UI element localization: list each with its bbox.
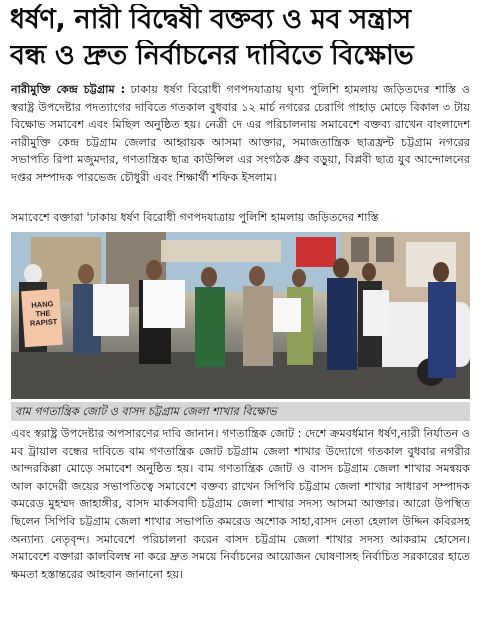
third-paragraph: এবং স্বরাষ্ট্র উপদেষ্টার অপসারণের দাবি জানান। গণতান্ত্রিক জোট : দেশে ক্রমবর্ধমান ধর্ষণ,নারী নির্যাতন ও মব ট্রায়াল বন্ধের দাবিতে বাম গণতান্ত্রিক জোট চট্টগ্রাম জেলা শাখার উদ্যোগে গতকাল বুধবার নগরীর আন্দরকিল্লা মোড়ে সমাবেশ অনুষ্ঠিত হয়। বাম গণতান্ত্রিক জোট ও বাসদ চট্টগ্রাম জেলা শাখার সমন্বয়ক আল কাদেরী জয়ের সভাপতিত্বে সমাবেশে বক্তব্য রাখেন সিপিবি চট্টগ্রাম জেলা শাখার সাধারণ সম্পাদক কমরেড মুহম্মদ জাহাঙ্গীর, বাসদ মার্কসবাদী চট্টগ্রাম জেলা শাখার সদস্য আসমা আক্তার। আরো উপস্থিত ছিলেন সিপিবি চট্টগ্রাম জেলা শাখার সভাপতি কমরেড অশোক সাহা,বাসদ নেতা হেলাল উদ্দিন কবিরসহ অন্যান্য নেতৃবৃন্দ। সমাবেশে পরিচালনা করেন বাসদ চট্টগ্রাম জেলা শাখার সদস্য আকরাম হোসেন। সমাবেশে বক্তারা কালবিলম্ব না করে দ্রুত সময়ে নির্বাচনের আয়োজন ঘোষণাসহ নির্বাচিত সরকারের হাতে ক্ষমতা হস্তান্তরের আহবান জানানো হয়।: [11, 427, 470, 581]
dateline: নারীমুক্তি কেন্দ্র চট্টগ্রাম :: [11, 83, 126, 96]
second-paragraph: সমাবেশে বক্তারা 'ঢাকায় ধর্ষণ বিরোধী গণপদযাত্রায় পুলিশি হামলায় জড়িতদের শাস্তি: [11, 211, 379, 224]
headline-line-2: বন্ধ ও দ্রুত নির্বাচনের দাবিতে বিক্ষোভ: [10, 40, 414, 71]
headline-line-1: ধর্ষণ, নারী বিদ্বেষী বক্তব্য ও মব সন্ত্রাস: [10, 4, 411, 35]
placard-hang-the-rapist: HANG THE RAPIST: [29, 299, 58, 328]
protest-photo-illustration: [11, 232, 470, 399]
intro-paragraph: [11, 81, 470, 205]
protest-photo: [11, 232, 470, 399]
photo-caption: বাম গণতান্ত্রিক জোট ও বাসদ চট্টগ্রাম জেলা শাখার বিক্ষোভ: [11, 402, 470, 421]
intro-text: ঢাকায় ধর্ষণ বিরোধী গণপদযাত্রায় ঘৃণ্য পুলিশি হামলায় জড়িতদের শাস্তি ও স্বরাষ্ট্র উপদেষ্টার পদত্যাগের দাবিতে গতকাল বুধবার ১২ মার্চ নগরের চেরাগি পাহাড় মোড়ে বিকাল ৩ টায় বিক্ষোভ সমাবেশ এবং মিছিল অনুষ্ঠিত হয়। নেত্রী দে এর পরিচালনায় সমাবেশে বক্তব্য রাখেন বাংলাদেশ নারীমুক্তি কেন্দ্র চট্টগ্রাম জেলার আহ্বায়ক আসমা আক্তার, সমাজতান্ত্রিক ছাত্রফ্রন্ট চট্টগ্রাম নগরের সভাপতি রিপা মজুমদার, গণতান্ত্রিক ছাত্র কাউন্সিল এর সংগঠক ধ্রুব বড়ুয়া, বিপ্লবী ছাত্র যুব আন্দোলনের দপ্তর সম্পাদক পারভেজ চৌধুরী এবং শিক্ষার্থী শফিক ইসলাম।: [11, 83, 470, 184]
